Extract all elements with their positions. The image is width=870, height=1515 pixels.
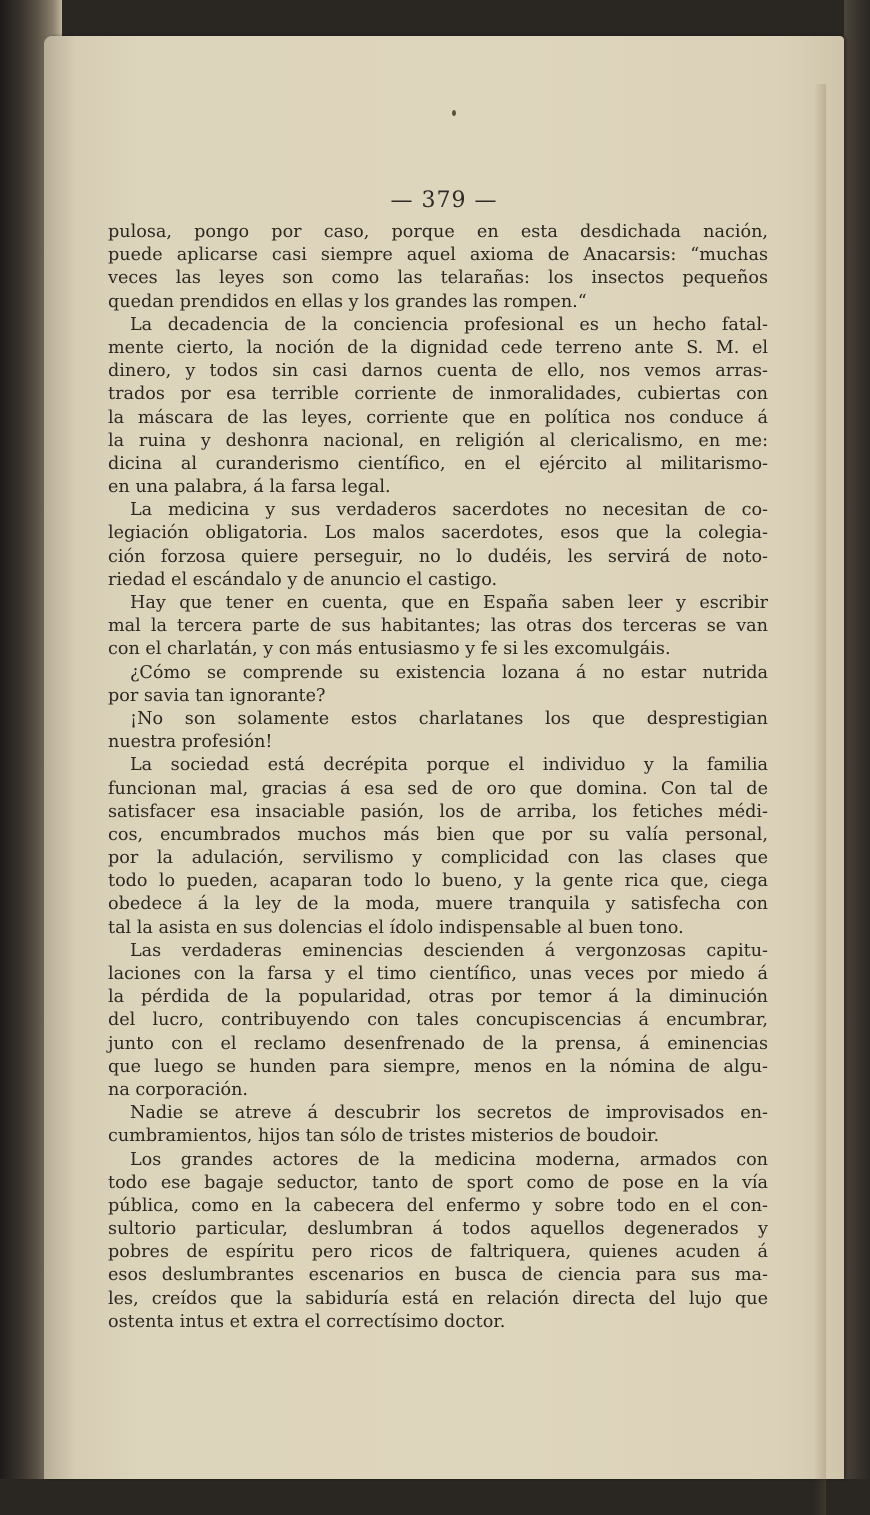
text-line: tal la asista en sus dolencias el ídolo indispensable al buen tono. [108, 917, 684, 938]
text-line: la ruina y deshonra nacional, en religión al clericalismo, en me: [108, 430, 768, 451]
text-line: Hay que tener en cuenta, que en España saben leer y escribir [130, 593, 768, 613]
text-line: por savia tan ignorante? [108, 685, 326, 706]
text-line: mente cierto, la noción de la dignidad cede terreno ante S. M. el [108, 337, 768, 358]
text-line: La sociedad está decrépita porque el individuo y la familia [130, 755, 768, 776]
text-line: ción forzosa quiere perseguir, no lo dudéis, les servirá de noto- [108, 546, 768, 567]
text-line: trados por esa terrible corriente de inmoralidades, cubiertas con [108, 384, 768, 405]
text-line: cos, encumbrados muchos más bien que por su valía personal, [108, 824, 768, 845]
text-line: na corporación. [108, 1079, 249, 1100]
book-page [44, 36, 844, 1479]
text-line: La decadencia de la conciencia profesional es un hecho fatal- [130, 314, 768, 335]
text-line: les, creídos que la sabiduría está en relación directa del lujo que [108, 1288, 768, 1309]
text-line: en una palabra, á la farsa legal. [108, 477, 391, 498]
page-edge-shadow [814, 84, 826, 1515]
page-number: — 379 — [390, 188, 498, 213]
text-line: pública, como en la cabecera del enfermo y sobre todo en el con- [108, 1195, 768, 1216]
text-line: mal la tercera parte de sus habitantes; las otras dos terceras se van [108, 616, 768, 637]
text-line: esos deslumbrantes escenarios en busca de ciencia para sus ma- [108, 1265, 768, 1286]
text-line: riedad el escándalo y de anuncio el castigo. [108, 569, 498, 590]
text-line: sultorio particular, deslumbran á todos aquellos degenerados y [108, 1219, 768, 1240]
text-line: la pérdida de la popularidad, otras por temor á la diminución [108, 987, 768, 1008]
body-text [108, 221, 768, 1334]
text-line: nuestra profesión! [108, 732, 273, 753]
text-line: Los grandes actores de la medicina moderna, armados con [130, 1149, 768, 1170]
text-line: Las verdaderas eminencias descienden á vergonzosas capitu- [130, 940, 768, 961]
text-line: funcionan mal, gracias á esa sed de oro que domina. Con tal de [108, 778, 768, 799]
text-line: La medicina y sus verdaderos sacerdotes no necesitan de co- [130, 500, 768, 521]
text-line: dinero, y todos sin casi darnos cuenta de ello, nos vemos arras- [108, 361, 768, 382]
text-line: puede aplicarse casi siempre aquel axioma de Anacarsis: “muchas [108, 245, 768, 266]
text-line: dicina al curanderismo científico, en el ejército al militarismo- [108, 453, 768, 474]
text-line: Nadie se atreve á descubrir los secretos de improvisados en- [130, 1103, 768, 1124]
text-line: satisfacer esa insaciable pasión, los de arriba, los fetiches médi- [108, 801, 768, 822]
text-line: la máscara de las leyes, corriente que en política nos conduce á [108, 407, 768, 428]
text-line: ostenta intus et extra el correctísimo doctor. [108, 1311, 506, 1332]
text-line: del lucro, contribuyendo con tales concupiscencias á encumbrar, [108, 1010, 768, 1031]
text-line: que luego se hunden para siempre, menos en la nómina de algu- [108, 1056, 768, 1077]
background-strip [844, 0, 870, 1479]
text-line: todo lo pueden, acaparan todo lo bueno, y la gente rica que, ciega [108, 871, 768, 892]
text-line: quedan prendidos en ellas y los grandes las rompen.“ [108, 291, 587, 312]
text-line: ¡No son solamente estos charlatanes los que desprestigian [130, 708, 768, 729]
text-line: todo ese bagaje seductor, tanto de sport como de pose en la vía [108, 1172, 768, 1193]
text-line: veces las leyes son como las telarañas: los insectos pequeños [108, 268, 768, 289]
text-line: obedece á la ley de la moda, muere tranquila y satisfecha con [108, 894, 768, 915]
text-line: junto con el reclamo desenfrenado de la prensa, á eminencias [108, 1033, 768, 1054]
text-line: con el charlatán, y con más entusiasmo y fe si les excomulgáis. [108, 639, 671, 660]
text-line: pulosa, pongo por caso, porque en esta desdichada nación, [108, 222, 768, 242]
text-line: por la adulación, servilismo y complicidad con las clases que [108, 848, 768, 869]
text-line: pobres de espíritu pero ricos de faltriquera, quienes acuden á [108, 1242, 768, 1263]
text-line: laciones con la farsa y el timo científico, unas veces por miedo á [108, 964, 768, 984]
ink-speck [452, 110, 456, 116]
text-line: cumbramientos, hijos tan sólo de tristes misterios de boudoir. [108, 1126, 660, 1147]
text-line: ¿Cómo se comprende su existencia lozana á no estar nutrida [130, 662, 768, 683]
text-line: legiación obligatoria. Los malos sacerdotes, esos que la colegia- [108, 523, 768, 544]
